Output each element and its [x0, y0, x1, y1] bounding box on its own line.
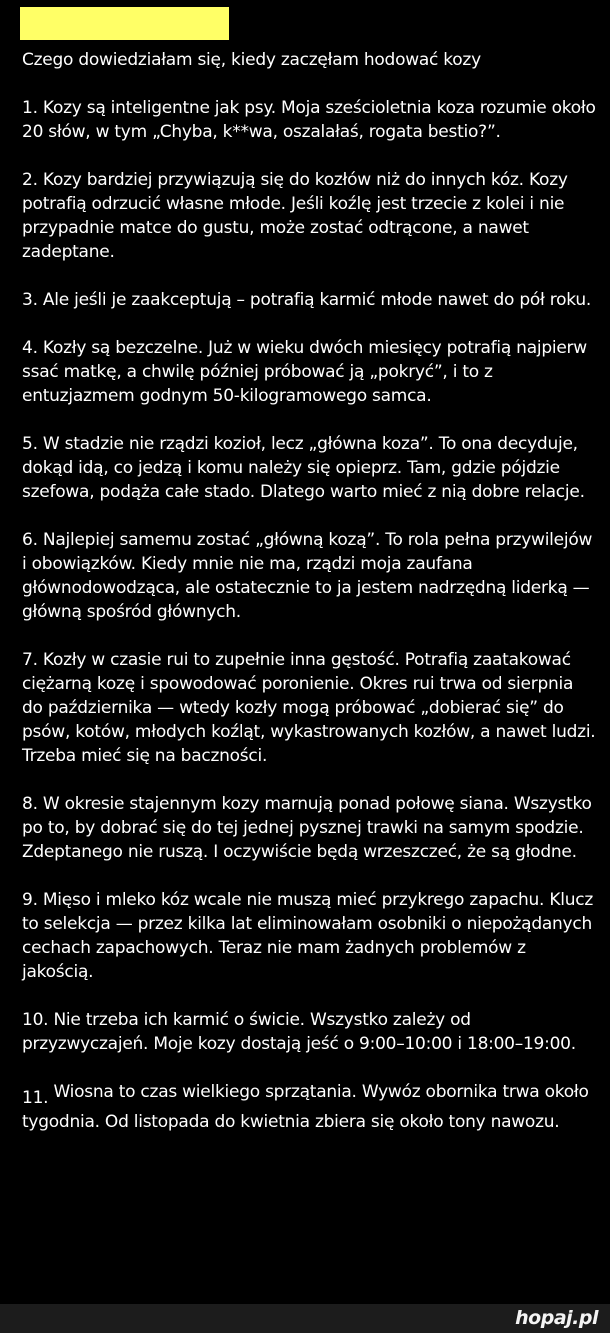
- item-number: 1.: [22, 98, 38, 118]
- item-number: 6.: [22, 530, 38, 550]
- item-text: Wiosna to czas wielkiego sprzątania. Wywóz obornika trwa około tygodnia. Od listopada do kwietnia zbiera się około tony nawozu.: [22, 1082, 589, 1132]
- list-item: [22, 1080, 597, 1134]
- list-item: [22, 96, 597, 144]
- yellow-highlight-box: [20, 7, 229, 40]
- list-item: [22, 336, 597, 408]
- item-text: W okresie stajennym kozy marnują ponad połowę siana. Wszystko po to, by dobrać się do tej jednej pysznej trawki na samym spodzie. Zdeptanego nie ruszą. I oczywiście będą wrzeszczeć, że są głodne.: [22, 794, 592, 862]
- item-text: Kozły w czasie rui to zupełnie inna gęstość. Potrafią zaatakować ciężarną kozę i spowodować poronienie. Okres rui trwa od sierpnia do października — wtedy kozły mogą próbować „dobierać się” do psów, kotów, młodych koźląt, wykastrowanych kozłów, a nawet ludzi. Trzeba mieć się na baczności.: [22, 650, 596, 766]
- item-text: W stadzie nie rządzi kozioł, lecz „główna koza”. To ona decyduje, dokąd idą, co jedzą i komu należy się opieprz. Tam, gdzie pójdzie szefowa, podąża całe stado. Dlatego warto mieć z nią dobre relacje.: [22, 434, 585, 502]
- item-text: Ale jeśli je zaakceptują – potrafią karmić młode nawet do pół roku.: [42, 290, 592, 310]
- article-title: Czego dowiedziałam się, kiedy zaczęłam hodować kozy: [22, 50, 481, 70]
- item-text: Kozy są inteligentne jak psy. Moja sześcioletnia koza rozumie około 20 słów, w tym „Chyba, k**wa, oszalałaś, rogata bestio?”.: [22, 98, 596, 142]
- list-item: [22, 792, 597, 864]
- site-logo[interactable]: hopaj.pl: [515, 1307, 598, 1329]
- item-number: 2.: [22, 170, 38, 190]
- footer-bar: [0, 1304, 610, 1333]
- item-number: 11.: [22, 1088, 49, 1108]
- item-number: 8.: [22, 794, 38, 814]
- list-item: [22, 288, 597, 312]
- list-item: [22, 888, 597, 984]
- item-number: 10.: [22, 1010, 49, 1030]
- item-text: Kozy bardziej przywiązują się do kozłów niż do innych kóz. Kozy potrafią odrzucić własne młode. Jeśli koźlę jest trzecie z kolei i nie przypadnie matce do gustu, może zostać odtrącone, a nawet zadeptane.: [22, 170, 568, 262]
- list-item: [22, 432, 597, 504]
- item-text: Mięso i mleko kóz wcale nie muszą mieć przykrego zapachu. Klucz to selekcja — przez kilka lat eliminowałam osobniki o niepożądanych cechach zapachowych. Teraz nie mam żadnych problemów z jakością.: [22, 890, 594, 982]
- list-item: [22, 168, 597, 264]
- item-number: 3.: [22, 290, 38, 310]
- item-number: 4.: [22, 338, 38, 358]
- list-item: [22, 648, 597, 768]
- item-number: 7.: [22, 650, 38, 670]
- item-number: 5.: [22, 434, 38, 454]
- article: [22, 48, 597, 1158]
- item-text: Najlepiej samemu zostać „główną kozą”. To rola pełna przywilejów i obowiązków. Kiedy mnie nie ma, rządzi moja zaufana głównodowodząca, ale ostatecznie to ja jestem nadrzędną liderką — główną spośród głównych.: [22, 530, 593, 622]
- list-item: [22, 1008, 597, 1056]
- item-text: Kozły są bezczelne. Już w wieku dwóch miesięcy potrafią najpierw ssać matkę, a chwilę później próbować ją „pokryć”, i to z entuzjazmem godnym 50-kilogramowego samca.: [22, 338, 587, 406]
- item-text: Nie trzeba ich karmić o świcie. Wszystko zależy od przyzwyczajeń. Moje kozy dostają jeść o 9:00–10:00 i 18:00–19:00.: [22, 1010, 576, 1054]
- item-number: 9.: [22, 890, 38, 910]
- list-item: [22, 528, 597, 624]
